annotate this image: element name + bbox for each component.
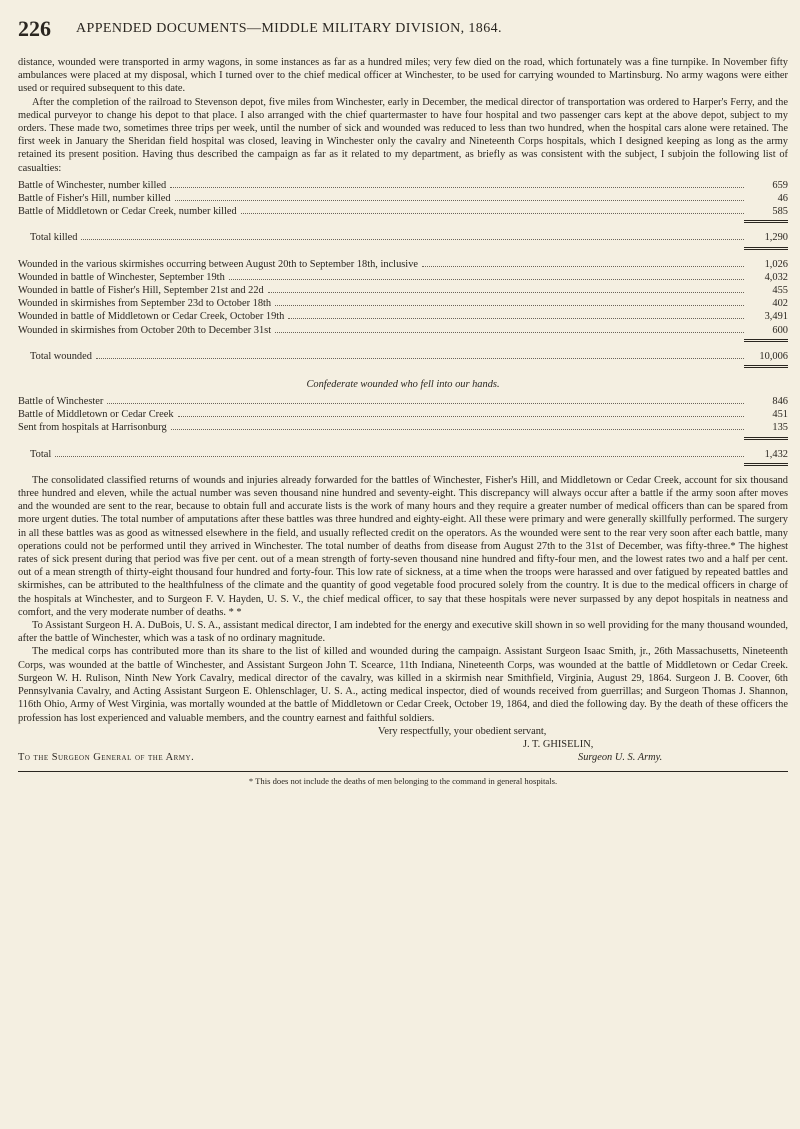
row-label: Sent from hospitals at Harrisonburg	[18, 422, 167, 434]
leader-dots	[178, 416, 744, 417]
killed-row	[18, 192, 788, 205]
row-label: Battle of Middletown or Cedar Creek	[18, 409, 174, 421]
row-value: 46	[777, 193, 788, 205]
killed-list	[18, 179, 788, 250]
row-value: 402	[772, 298, 788, 310]
total-double-rule	[744, 365, 788, 368]
row-value: 1,026	[764, 258, 788, 270]
confederate-heading: Confederate wounded who fell into our hands.	[306, 378, 500, 390]
leader-dots	[229, 279, 744, 280]
wounded-total-row	[18, 350, 788, 363]
row-label: Battle of Winchester	[18, 396, 104, 408]
confederate-row	[18, 421, 788, 434]
page-body	[18, 56, 788, 788]
total-label: Total	[30, 448, 52, 460]
body-paragraph: To Assistant Surgeon H. A. DuBois, U. S. A., assistant medical director, I am indebted for the energy and executive skill shown in so well providing for the many thousand wounded, after the battle of Winchester, which was a task of no ordinary magnitude.	[18, 620, 788, 645]
document-page	[18, 0, 788, 1129]
wounded-row	[18, 310, 788, 323]
leader-dots	[171, 429, 744, 430]
page-number: 226	[18, 16, 51, 41]
sum-rule	[744, 220, 788, 223]
signer-name: J. T. GHISELIN,	[523, 738, 594, 750]
row-label: Battle of Middletown or Cedar Creek, number killed	[18, 206, 237, 218]
wounded-list	[18, 258, 788, 368]
leader-dots	[107, 403, 744, 404]
sum-rule	[744, 437, 788, 440]
row-value: 659	[772, 179, 788, 191]
total-label: Total killed	[30, 232, 78, 244]
row-label: Wounded in battle of Fisher's Hill, September 21st and 22d	[18, 284, 264, 296]
row-label: Battle of Winchester, number killed	[18, 179, 167, 191]
intro-paragraph: distance, wounded were transported in army wagons, in some instances as far as a hundred miles; very few died on the road, which fortunately was a fine turnpike. In November fifty ambulances were placed at my disposal, which I turned over to the chief medical officer at Winchester, to be used for carrying wounded to Martinsburg. No army wagons were either used or required subsequent to this date.	[18, 57, 788, 95]
leader-dots	[170, 187, 744, 188]
wounded-row	[18, 258, 788, 271]
row-value: 4,032	[764, 271, 788, 283]
row-value: 455	[772, 284, 788, 296]
leader-dots	[268, 292, 744, 293]
total-label: Total wounded	[30, 350, 92, 362]
confederate-list	[18, 395, 788, 466]
leader-dots	[55, 456, 744, 457]
wounded-row	[18, 297, 788, 310]
killed-row	[18, 205, 788, 218]
killed-total-row	[18, 231, 788, 244]
leader-dots	[422, 266, 744, 267]
row-value: 451	[772, 409, 788, 421]
addressee: To the Surgeon General of the Army.	[18, 752, 195, 764]
row-label: Battle of Fisher's Hill, number killed	[18, 193, 171, 205]
row-label: Wounded in battle of Middletown or Cedar Creek, October 19th	[18, 311, 285, 323]
page-header	[18, 16, 788, 42]
confederate-row	[18, 408, 788, 421]
leader-dots	[275, 305, 744, 306]
total-double-rule	[744, 247, 788, 250]
sum-rule	[744, 339, 788, 342]
confederate-row	[18, 395, 788, 408]
row-value: 135	[772, 422, 788, 434]
total-value: 1,432	[764, 448, 788, 460]
killed-row	[18, 179, 788, 192]
total-double-rule	[744, 463, 788, 466]
running-title: APPENDED DOCUMENTS—MIDDLE MILITARY DIVISION, 1864.	[76, 21, 502, 36]
row-value: 600	[772, 324, 788, 336]
body-paragraph: The medical corps has contributed more than its share to the list of killed and wounded during the campaign. Assistant Surgeon Isaac Smith, jr., 26th Massachusetts, Nineteenth Corps, was wounded at the battle of Winchester, and Assistant Surgeon John T. Scearce, 11th Indiana, Nineteenth Corps, was wounded at the battle of Middletown or Cedar Creek. Surgeon W. H. Rulison, Ninth New York Cavalry, medical director of the cavalry, was killed in a skirmish near Smithfield, Virginia, August 29, 1864. Surgeon J. B. Coover, 6th Pennsylvania Cavalry, and Acting Assistant Surgeon E. Ohlenschlager, U. S. A., acting medical inspector, died of wounds received from guerrillas; and Surgeon Thomas J. Shannon, 116th Ohio, Army of West Virginia, was mortally wounded at the battle of Middletown or Cedar Creek, October 19, 1864, and died the following day. By the death of these officers the profession has lost experienced and valuable members, and the country earnest and faithful soldiers.	[18, 646, 788, 724]
footnote: * This does not include the deaths of men belonging to the command in general hospitals.	[248, 775, 558, 786]
total-value: 1,290	[764, 232, 788, 244]
row-label: Wounded in the various skirmishes occurring between August 20th to September 18th, inclusive	[18, 258, 418, 270]
leader-dots	[275, 332, 744, 333]
leader-dots	[175, 200, 744, 201]
closing-line: Very respectfully, your obedient servant,	[378, 725, 547, 737]
confederate-total-row	[18, 448, 788, 461]
wounded-row	[18, 324, 788, 337]
intro-paragraph: After the completion of the railroad to Stevenson depot, five miles from Winchester, early in December, the medical director of transportation was ordered to Harper's Ferry, and the medical purveyor to change his depot to that place. I also arranged with the chief quartermaster to have four hospital and two passenger cars kept at the above depot, subject to my orders. These made two, sometimes three trips per week, until the number of sick and wounded was reduced to less than two hundred, when the hospital cars alone were retained. The first week in January the Sheridan field hospital was closed, leaving in Winchester only the cavalry and Nineteenth Corps hospitals, which I designed keeping as long as the army retained its present position. Having thus described the campaign as far as it related to my department, as briefly as was consistent with the subject, I subjoin the following list of casualties:	[18, 96, 788, 174]
total-value: 10,006	[759, 350, 788, 362]
footnote-rule	[18, 771, 788, 772]
row-label: Wounded in battle of Winchester, September 19th	[18, 271, 225, 283]
leader-dots	[81, 239, 744, 240]
leader-dots	[241, 213, 744, 214]
body-paragraph: The consolidated classified returns of wounds and injuries already forwarded for the battles of Winchester, Fisher's Hill, and Middletown or Cedar Creek, account for six thousand three hundred and eleven, while the actual number was seven thousand nine hundred and seventy-eight. This discrepancy will always occur after a battle if the army soon after moves and the wounded are sent to the rear, because to obtain full and accurate lists is the work of many hours and they require a greater number of medical officers than can be spared from more urgent duties. The total number of amputations after these battles was three hundred and eighty-eight. All these were primary and were generally skillfully performed. The surgery in all these battles was as good as witnessed elsewhere in the field, and usually reflected credit on the operators. As the wounded were sent to the rear very soon after each battle, many operations could not be performed until they arrived in Winchester. The total number of deaths from disease from August 27th to the 31st of December, was fifty-three.* The highest rates of sick present during that period was five per cent. out of a mean strength of forty-seven thousand nine hundred and fifty-four men, and the lowest rates two and a half per cent. out of a mean strength of thirty-eight thousand four hundred and forty-four. This low rate of sickness, at a time when the troops were harassed and over fatigued by repeated battles and skirmishes, can be attributed to the healthfulness of the climate and the quantity of good vegetable food procured solely from the country. It is due to the medical officers in charge of the hospitals at Winchester, and to Surgeon F. V. Hayden, U. S. V., the chief medical officer, to say that these hospitals were never surpassed by any depot hospitals in neatness and comfort, and the very moderate number of deaths. * *	[18, 474, 788, 618]
row-label: Wounded in skirmishes from September 23d to October 18th	[18, 298, 272, 310]
leader-dots	[288, 318, 744, 319]
row-label: Wounded in skirmishes from October 20th to December 31st	[18, 324, 272, 336]
wounded-row	[18, 271, 788, 284]
leader-dots	[96, 358, 744, 359]
signer-title: Surgeon U. S. Army.	[578, 752, 663, 764]
row-value: 3,491	[764, 311, 788, 323]
row-value: 846	[772, 396, 788, 408]
wounded-row	[18, 284, 788, 297]
row-value: 585	[772, 206, 788, 218]
